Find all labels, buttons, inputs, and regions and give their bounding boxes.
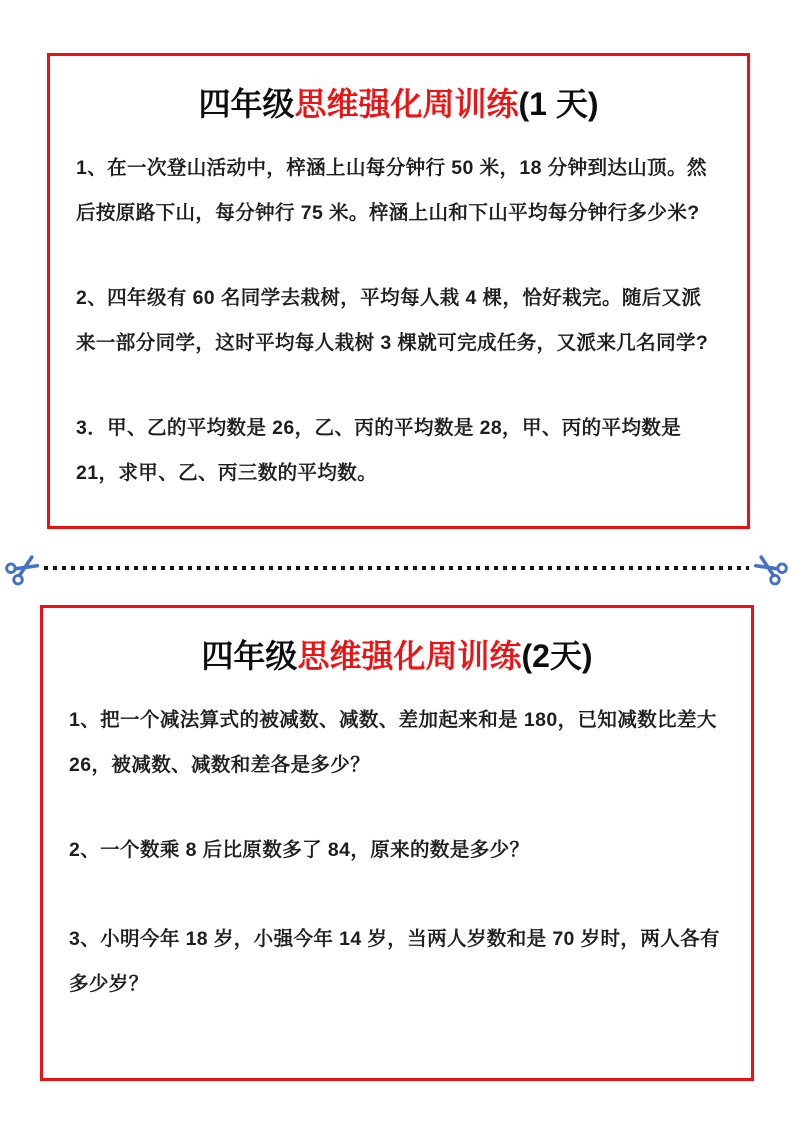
scissors-icon bbox=[751, 550, 787, 586]
section-title-day1 bbox=[76, 84, 721, 124]
title-highlight: 思维强化周训练 bbox=[297, 638, 522, 674]
title-prefix: 四年级 bbox=[201, 638, 298, 674]
problem-text: 1、把一个减法算式的被减数、减数、差加起来和是 180，已知减数比差大 26，被减数、减数和差各是多少？ bbox=[69, 709, 717, 776]
title-suffix: (2天) bbox=[521, 638, 593, 674]
problem-text: 2、四年级有 60 名同学去栽树，平均每人栽 4 棵，恰好栽完。随后又派来一部分同学，这时平均每人栽树 3 棵就可完成任务，又派来几名同学? bbox=[76, 287, 709, 354]
cut-line bbox=[6, 549, 787, 587]
title-suffix: (1 天) bbox=[518, 86, 599, 122]
problem-text: 3、小明今年 18 岁，小强今年 14 岁，当两人岁数和是 70 岁时，两人各有多少岁？ bbox=[69, 928, 720, 995]
title-prefix: 四年级 bbox=[198, 86, 295, 122]
dotted-line bbox=[44, 566, 749, 570]
title-highlight: 思维强化周训练 bbox=[294, 86, 519, 122]
scissors-icon bbox=[6, 550, 42, 586]
worksheet-card-day2 bbox=[40, 605, 754, 1081]
problem-text: 2、一个数乘 8 后比原数多了 84，原来的数是多少？ bbox=[69, 839, 530, 861]
section-title-day2 bbox=[69, 636, 725, 676]
worksheet-card-day1 bbox=[47, 53, 750, 529]
problem-text: 3．甲、乙的平均数是 26，乙、丙的平均数是 28，甲、丙的平均数是 21，求甲、乙、丙三数的平均数。 bbox=[76, 417, 682, 484]
problem-text: 1、在一次登山活动中，梓涵上山每分钟行 50 米，18 分钟到达山顶。然后按原路下山，每分钟行 75 米。梓涵上山和下山平均每分钟行多少米? bbox=[76, 157, 707, 224]
